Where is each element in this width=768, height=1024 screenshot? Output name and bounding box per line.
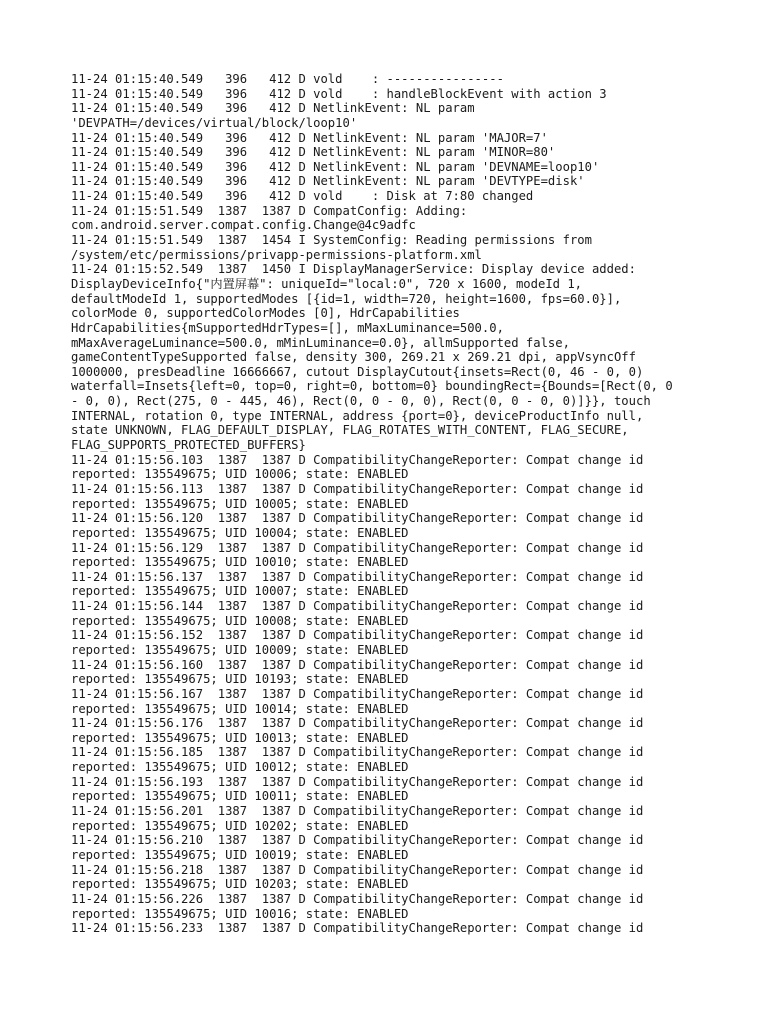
log-line: DisplayDeviceInfo{"内置屏幕": uniqueId="local:0", 720 x 1600, modeId 1, [71,276,583,291]
log-line: reported: 135549675; UID 10005; state: ENABLED [71,496,409,511]
log-line: 11-24 01:15:40.549 396 412 D vold : ---------------- [71,72,504,86]
log-line: 11-24 01:15:56.144 1387 1387 D CompatibilityChangeReporter: Compat change id [71,599,644,614]
log-line: FLAG_SUPPORTS_PROTECTED_BUFFERS} [71,438,306,453]
log-line: 11-24 01:15:56.160 1387 1387 D CompatibilityChangeReporter: Compat change id [71,657,644,672]
log-line: reported: 135549675; UID 10193; state: ENABLED [71,672,409,687]
log-line: 11-24 01:15:56.113 1387 1387 D CompatibilityChangeReporter: Compat change id [71,481,644,496]
log-line: 11-24 01:15:56.210 1387 1387 D CompatibilityChangeReporter: Compat change id [71,833,644,848]
log-line: state UNKNOWN, FLAG_DEFAULT_DISPLAY, FLAG_ROTATES_WITH_CONTENT, FLAG_SECURE, [71,423,629,438]
log-line: 11-24 01:15:56.176 1387 1387 D CompatibilityChangeReporter: Compat change id [71,716,644,731]
log-line: mMaxAverageLuminance=500.0, mMinLuminance=0.0}, allmSupported false, [71,335,570,350]
log-line: 11-24 01:15:56.120 1387 1387 D CompatibilityChangeReporter: Compat change id [71,511,644,526]
log-line: 11-24 01:15:40.549 396 412 D vold : Disk at 7:80 changed [71,189,534,204]
log-line: reported: 135549675; UID 10007; state: ENABLED [71,584,409,599]
log-line: 11-24 01:15:56.226 1387 1387 D CompatibilityChangeReporter: Compat change id [71,891,644,906]
log-line: /system/etc/permissions/privapp-permissions-platform.xml [71,247,482,262]
log-line: - 0, 0), Rect(275, 0 - 445, 46), Rect(0, 0 - 0, 0), Rect(0, 0 - 0, 0)]}}, touch [71,394,651,409]
log-line: 11-24 01:15:56.201 1387 1387 D CompatibilityChangeReporter: Compat change id [71,804,644,819]
log-line: 11-24 01:15:56.103 1387 1387 D CompatibilityChangeReporter: Compat change id [71,452,644,467]
log-line: 11-24 01:15:56.233 1387 1387 D CompatibilityChangeReporter: Compat change id [71,921,644,936]
log-line: reported: 135549675; UID 10008; state: ENABLED [71,613,409,628]
log-line: reported: 135549675; UID 10019; state: ENABLED [71,847,409,862]
log-line: reported: 135549675; UID 10203; state: ENABLED [71,877,409,892]
log-line: 11-24 01:15:51.549 1387 1454 I SystemConfig: Reading permissions from [71,233,592,248]
log-line: 11-24 01:15:51.549 1387 1387 D CompatConfig: Adding: [71,203,468,218]
log-line: reported: 135549675; UID 10004; state: ENABLED [71,525,409,540]
log-line: 11-24 01:15:56.152 1387 1387 D CompatibilityChangeReporter: Compat change id [71,628,644,643]
log-line: waterfall=Insets{left=0, top=0, right=0, bottom=0} boundingRect={Bounds=[Rect(0, 0 [71,379,673,394]
log-line: 11-24 01:15:40.549 396 412 D NetlinkEvent: NL param 'MINOR=80' [71,145,556,160]
log-line: defaultModeId 1, supportedModes [{id=1, width=720, height=1600, fps=60.0}], [71,291,622,306]
log-line: 11-24 01:15:56.193 1387 1387 D CompatibilityChangeReporter: Compat change id [71,774,644,789]
log-line: reported: 135549675; UID 10016; state: ENABLED [71,906,409,921]
log-line: HdrCapabilities{mSupportedHdrTypes=[], mMaxLuminance=500.0, [71,320,504,335]
log-line: 11-24 01:15:40.549 396 412 D NetlinkEvent: NL param 'DEVNAME=loop10' [71,159,600,174]
log-line: 1000000, presDeadline 16666667, cutout DisplayCutout{insets=Rect(0, 46 - 0, 0) [71,364,644,379]
log-line: 11-24 01:15:56.137 1387 1387 D CompatibilityChangeReporter: Compat change id [71,569,644,584]
log-line: 11-24 01:15:52.549 1387 1450 I DisplayManagerService: Display device added: [71,262,636,277]
log-line: gameContentTypeSupported false, density 300, 269.21 x 269.21 dpi, appVsyncOff [71,350,636,365]
log-line: 11-24 01:15:56.167 1387 1387 D CompatibilityChangeReporter: Compat change id [71,686,644,701]
log-line: 11-24 01:15:40.549 396 412 D vold : handleBlockEvent with action 3 [71,86,607,101]
log-line: 'DEVPATH=/devices/virtual/block/loop10' [71,115,358,130]
log-line: 11-24 01:15:56.185 1387 1387 D CompatibilityChangeReporter: Compat change id [71,745,644,760]
log-line: 11-24 01:15:40.549 396 412 D NetlinkEvent: NL param [71,101,475,116]
log-line: reported: 135549675; UID 10202; state: ENABLED [71,818,409,833]
log-line: 11-24 01:15:56.129 1387 1387 D CompatibilityChangeReporter: Compat change id [71,540,644,555]
log-line: com.android.server.compat.config.Change@4c9adfc [71,218,416,233]
log-line: reported: 135549675; UID 10010; state: ENABLED [71,555,409,570]
log-line: reported: 135549675; UID 10011; state: ENABLED [71,789,409,804]
log-line: reported: 135549675; UID 10009; state: ENABLED [71,642,409,657]
log-line: reported: 135549675; UID 10012; state: ENABLED [71,760,409,775]
log-line: colorMode 0, supportedColorModes [0], HdrCapabilities [71,306,460,321]
log-line: reported: 135549675; UID 10013; state: ENABLED [71,730,409,745]
log-line: reported: 135549675; UID 10014; state: ENABLED [71,701,409,716]
log-line: 11-24 01:15:40.549 396 412 D NetlinkEvent: NL param 'MAJOR=7' [71,130,548,145]
logcat-output [71,72,711,936]
log-line: INTERNAL, rotation 0, type INTERNAL, address {port=0}, deviceProductInfo null, [71,408,644,423]
log-line: reported: 135549675; UID 10006; state: ENABLED [71,467,409,482]
log-line: 11-24 01:15:40.549 396 412 D NetlinkEvent: NL param 'DEVTYPE=disk' [71,174,585,189]
log-line: 11-24 01:15:56.218 1387 1387 D CompatibilityChangeReporter: Compat change id [71,862,644,877]
